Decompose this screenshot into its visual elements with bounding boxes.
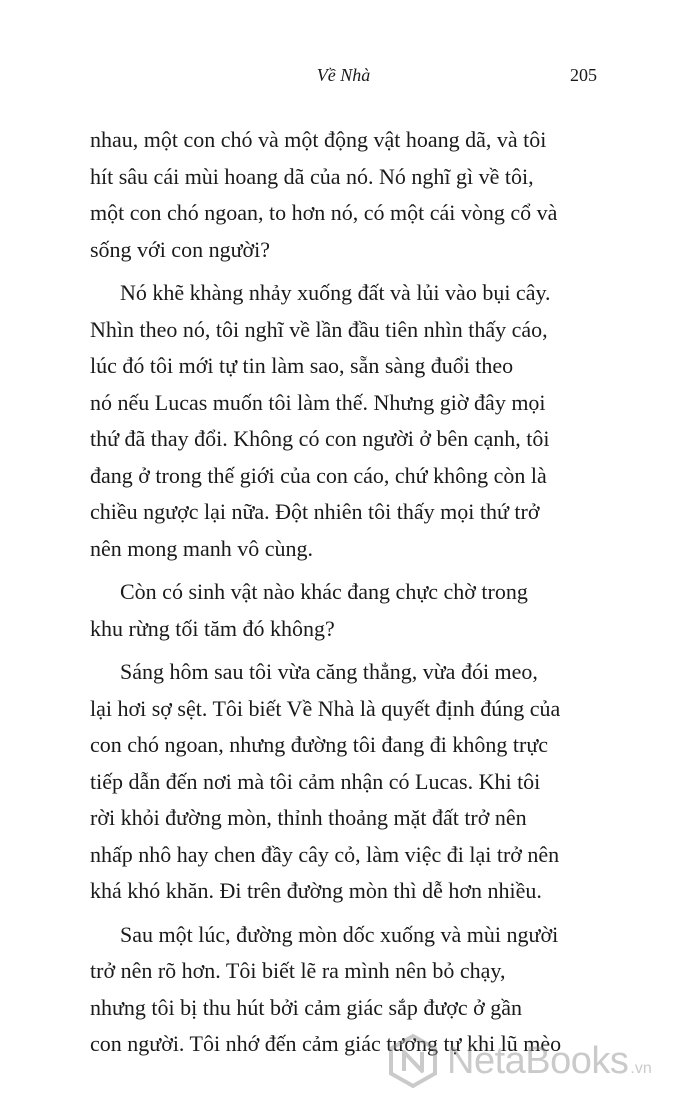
text-line: nhấp nhô hay chen đầy cây cỏ, làm việc đi lại trở nên [90,841,560,867]
text-line: rời khỏi đường mòn, thỉnh thoảng mặt đất trở nên [90,805,527,830]
text-line: Còn có sinh vật nào khác đang chực chờ trong [120,579,528,604]
text-line: trở nên rõ hơn. Tôi biết lẽ ra mình nên bỏ chạy, [90,958,506,983]
text-line: một con chó ngoan, to hơn nó, có một cái vòng cổ và [90,200,558,225]
text-line: khá khó khăn. Đi trên đường mòn thì dễ hơn nhiều. [90,878,542,903]
text-line: thứ đã thay đổi. Không có con người ở bên cạnh, tôi [90,426,550,451]
running-title: Về Nhà [316,65,371,85]
text-line: nên mong manh vô cùng. [90,535,314,561]
watermark-text: NetaBooks [447,1039,629,1082]
text-line: đang ở trong thế giới của con cáo, chứ không còn là [90,462,547,488]
paragraph [90,275,610,567]
text-line: lại hơi sợ sệt. Tôi biết Về Nhà là quyết định đúng của [90,695,561,721]
text-line: chiều ngược lại nữa. Đột nhiên tôi thấy mọi thứ trở [90,499,540,524]
text-line: khu rừng tối tăm đó không? [90,615,335,641]
watermark-suffix: .vn [630,1060,652,1077]
netabooks-logo-icon [385,1033,441,1089]
paragraph [90,122,610,268]
text-line: nó nếu Lucas muốn tôi làm thế. Nhưng giờ đây mọi [90,389,546,415]
text-line: lúc đó tôi mới tự tin làm sao, sẵn sàng đuổi theo [90,353,514,378]
text-line: con người. Tôi nhớ đến cảm giác tương tự khi lũ mèo [90,1031,562,1056]
netabooks-watermark [385,1030,652,1092]
text-line: nhưng tôi bị thu hút bởi cảm giác sắp được ở gần [90,994,523,1020]
text-line: Nhìn theo nó, tôi nghĩ về lần đầu tiên nhìn thấy cáo, [90,316,548,342]
text-line: Sau một lúc, đường mòn dốc xuống và mùi người [120,921,559,947]
body-text [90,122,610,1063]
page-header [90,60,597,90]
paragraph [90,574,610,647]
text-line: Nó khẽ khàng nhảy xuống đất và lủi vào bụi cây. [120,280,551,305]
page-number: 205 [570,65,597,85]
text-line: tiếp dẫn đến nơi mà tôi cảm nhận có Lucas. Khi tôi [90,768,541,794]
text-line: Sáng hôm sau tôi vừa căng thẳng, vừa đói meo, [120,659,538,684]
text-line: con chó ngoan, nhưng đường tôi đang đi không trực [90,732,549,757]
text-line: hít sâu cái mùi hoang dã của nó. Nó nghĩ gì về tôi, [90,163,534,189]
paragraph [90,654,610,910]
text-line: nhau, một con chó và một động vật hoang dã, và tôi [90,127,547,152]
text-line: sống với con người? [90,236,271,262]
